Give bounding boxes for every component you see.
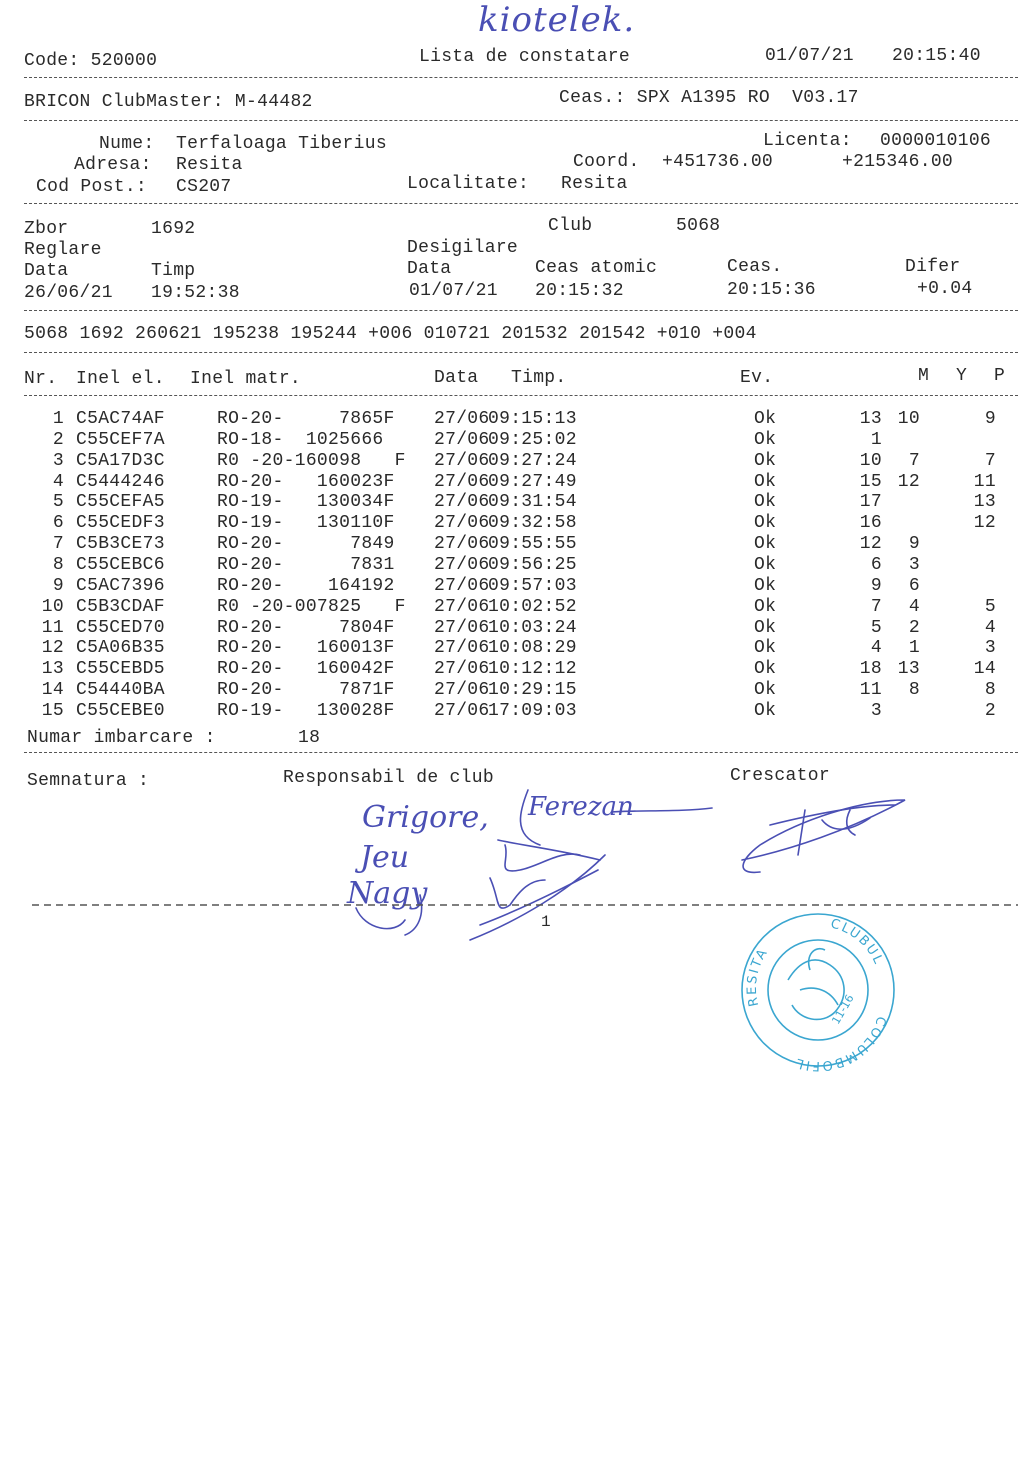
cell-nr: 14 — [41, 680, 64, 701]
page-number: 1 — [541, 913, 551, 931]
col-header-inel-matr: Inel matr. — [190, 369, 302, 389]
cell-ev: Ok — [754, 700, 777, 721]
device-info: BRICON ClubMaster: M-44482 — [24, 92, 313, 112]
cell-nr: 13 — [41, 659, 64, 680]
breeder-label: Crescator — [730, 766, 830, 786]
signature-label: Semnatura : — [27, 771, 150, 791]
cell-y: 8 — [908, 680, 920, 701]
cell-el: C5B3CE73 — [76, 534, 165, 555]
svg-text:11-16: 11-16 — [829, 992, 857, 1027]
col-header-nr: Nr. — [24, 369, 58, 389]
col-header-y: Y — [956, 366, 968, 386]
cell-el: C55CEDF3 — [76, 513, 165, 534]
reglare-time: 19:52:38 — [151, 283, 240, 303]
clock-info: Ceas.: SPX A1395 RO V03.17 — [559, 88, 859, 108]
cell-date: 27/06 — [434, 554, 490, 575]
club-stamp — [742, 914, 894, 1066]
divider — [24, 77, 1018, 78]
zbor-value: 1692 — [151, 219, 196, 239]
cell-ev: Ok — [754, 680, 777, 701]
cell-ev: Ok — [754, 429, 777, 450]
cell-el: C54440BA — [76, 680, 165, 701]
cell-nr: 2 — [52, 429, 64, 450]
coord-label: Coord. — [573, 152, 640, 172]
cell-date: 27/06 — [434, 534, 490, 555]
divider — [24, 395, 1018, 396]
cell-matr: RO-20- 7849 — [217, 534, 395, 555]
cell-time: 10:29:15 — [488, 680, 577, 701]
cell-el: C55CEFA5 — [76, 492, 165, 513]
svg-text:COLUMBOFIL: COLUMBOFIL — [792, 1014, 889, 1074]
cell-m: 15 — [859, 471, 882, 492]
cell-ev: Ok — [754, 617, 777, 638]
signature-jeu: Jeu — [360, 840, 410, 875]
cell-ev: Ok — [754, 638, 777, 659]
header-date: 01/07/21 — [765, 46, 854, 66]
divider — [24, 352, 1018, 353]
cell-p: 4 — [984, 617, 996, 638]
cell-date: 27/06 — [434, 596, 490, 617]
cell-time: 10:03:24 — [488, 617, 577, 638]
cell-m: 10 — [859, 450, 882, 471]
cell-matr: RO-19- 130110F — [217, 513, 395, 534]
cell-time: 09:27:49 — [488, 471, 577, 492]
license-label: Licenta: — [763, 131, 852, 151]
cell-el: C5444246 — [76, 471, 165, 492]
cell-y: 6 — [908, 575, 920, 596]
cell-nr: 6 — [52, 513, 64, 534]
col-header-timp: Timp. — [511, 368, 567, 388]
locality-label: Localitate: — [407, 174, 530, 194]
club-value: 5068 — [676, 216, 721, 236]
cell-matr: RO-20- 160023F — [217, 471, 395, 492]
cell-matr: RO-20- 7871F — [217, 680, 395, 701]
cell-p: 2 — [984, 700, 996, 721]
cell-y: 4 — [908, 596, 920, 617]
cell-p: 14 — [973, 659, 996, 680]
license-value: 0000010106 — [880, 131, 992, 151]
col-header-p: P — [994, 366, 1006, 386]
cell-el: C55CEBD5 — [76, 659, 165, 680]
reglare-date: 26/06/21 — [24, 283, 113, 303]
divider — [24, 752, 1018, 753]
name-label: Nume: — [99, 134, 155, 154]
cell-el: C5AC74AF — [76, 409, 165, 429]
handwritten-note: kiotelek. — [478, 0, 636, 40]
cell-ev: Ok — [754, 596, 777, 617]
header-time: 20:15:40 — [892, 46, 981, 66]
cell-nr: 10 — [41, 596, 64, 617]
cell-date: 27/06 — [434, 409, 490, 429]
cell-date: 27/06 — [434, 700, 490, 721]
cell-p: 5 — [984, 596, 996, 617]
cell-time: 09:57:03 — [488, 575, 577, 596]
cell-matr: RO-20- 160013F — [217, 638, 395, 659]
reglare-timp-label: Timp — [151, 261, 196, 281]
zbor-label: Zbor — [24, 219, 69, 239]
cell-ev: Ok — [754, 534, 777, 555]
address-value: Resita — [176, 155, 243, 175]
cell-m: 5 — [870, 617, 882, 638]
cell-date: 27/06 — [434, 659, 490, 680]
cell-ev: Ok — [754, 492, 777, 513]
difer-label: Difer — [905, 257, 961, 277]
cell-y: 13 — [897, 659, 920, 680]
cell-m: 18 — [859, 659, 882, 680]
cell-ev: Ok — [754, 450, 777, 471]
cell-p: 13 — [973, 492, 996, 513]
cell-time: 10:08:29 — [488, 638, 577, 659]
cell-ev: Ok — [754, 409, 777, 429]
divider — [24, 120, 1018, 121]
difer-value: +0.04 — [917, 279, 973, 299]
divider — [24, 203, 1018, 204]
cell-ev: Ok — [754, 554, 777, 575]
cell-matr: RO-19- 130034F — [217, 492, 395, 513]
cell-m: 1 — [870, 429, 882, 450]
cell-el: C55CEF7A — [76, 429, 165, 450]
reglare-data-label: Data — [24, 261, 69, 281]
cell-date: 27/06 — [434, 471, 490, 492]
cell-el: C5A17D3C — [76, 450, 165, 471]
cell-m: 7 — [870, 596, 882, 617]
cell-matr: R0 -20-007825 F — [217, 596, 406, 617]
cell-nr: 9 — [52, 575, 64, 596]
cell-date: 27/06 — [434, 680, 490, 701]
desig-data-label: Data — [407, 259, 452, 279]
cell-m: 3 — [870, 700, 882, 721]
club-responsible-label: Responsabil de club — [283, 768, 494, 788]
cell-nr: 7 — [52, 534, 64, 555]
col-header-inel-el: Inel el. — [76, 369, 165, 389]
cell-time: 09:56:25 — [488, 554, 577, 575]
cell-time: 09:32:58 — [488, 513, 577, 534]
cell-m: 9 — [870, 575, 882, 596]
cell-date: 27/06 — [434, 638, 490, 659]
cell-ev: Ok — [754, 513, 777, 534]
cell-matr: RO-20- 7831 — [217, 554, 395, 575]
desig-date: 01/07/21 — [409, 281, 498, 301]
cell-m: 13 — [859, 409, 882, 429]
atomic-time: 20:15:32 — [535, 281, 624, 301]
col-header-m: M — [918, 366, 930, 386]
cell-nr: 1 — [52, 409, 64, 429]
cell-el: C5AC7396 — [76, 575, 165, 596]
svg-text:CLUBUL: CLUBUL — [828, 916, 887, 968]
cell-time: 10:12:12 — [488, 659, 577, 680]
cell-matr: RO-18- 1025666 — [217, 429, 384, 450]
cell-date: 27/06 — [434, 513, 490, 534]
signature-grigore: Grigore, — [362, 800, 489, 835]
cell-y: 2 — [908, 617, 920, 638]
cell-y: 3 — [908, 554, 920, 575]
cell-y: 1 — [908, 638, 920, 659]
reglare-label: Reglare — [24, 240, 102, 260]
cell-y: 7 — [908, 450, 920, 471]
ceas-time: 20:15:36 — [727, 280, 816, 300]
numar-imbarcare-value: 18 — [298, 728, 321, 748]
cell-date: 27/06 — [434, 492, 490, 513]
cell-ev: Ok — [754, 659, 777, 680]
numar-imbarcare-label: Numar imbarcare : — [27, 728, 216, 748]
cell-m: 16 — [859, 513, 882, 534]
cell-date: 27/06 — [434, 450, 490, 471]
cell-p: 3 — [984, 638, 996, 659]
cell-matr: R0 -20-160098 F — [217, 450, 406, 471]
cell-time: 17:09:03 — [488, 700, 577, 721]
ceas-label: Ceas. — [727, 257, 783, 277]
cell-date: 27/06 — [434, 575, 490, 596]
cell-m: 4 — [870, 638, 882, 659]
signature-ferezan: Ferezan — [528, 792, 634, 822]
cell-time: 09:31:54 — [488, 492, 577, 513]
cell-nr: 3 — [52, 450, 64, 471]
code-label: Code: 520000 — [24, 51, 158, 71]
signature-nagy: Nagy — [347, 876, 428, 911]
cell-matr: RO-20- 160042F — [217, 659, 395, 680]
coord-lat: +451736.00 — [662, 152, 774, 172]
cell-m: 12 — [859, 534, 882, 555]
cell-m: 6 — [870, 554, 882, 575]
cell-nr: 5 — [52, 492, 64, 513]
cell-matr: RO-19- 130028F — [217, 700, 395, 721]
coord-lon: +215346.00 — [842, 152, 954, 172]
cell-m: 11 — [859, 680, 882, 701]
cell-time: 09:25:02 — [488, 429, 577, 450]
cell-el: C5A06B35 — [76, 638, 165, 659]
desigilare-label: Desigilare — [407, 238, 519, 258]
cell-m: 17 — [859, 492, 882, 513]
cell-nr: 4 — [52, 471, 64, 492]
cell-p: 8 — [984, 680, 996, 701]
cell-el: C55CEBE0 — [76, 700, 165, 721]
cell-p: 11 — [973, 471, 996, 492]
cell-y: 9 — [908, 534, 920, 555]
cell-time: 09:27:24 — [488, 450, 577, 471]
locality-value: Resita — [561, 174, 628, 194]
cell-p: 7 — [984, 450, 996, 471]
col-header-data: Data — [434, 368, 479, 388]
cell-date: 27/06 — [434, 617, 490, 638]
document-title: Lista de constatare — [419, 47, 630, 67]
owner-name: Terfaloaga Tiberius — [176, 134, 387, 154]
cell-time: 09:15:13 — [488, 409, 577, 429]
cell-time: 09:55:55 — [488, 534, 577, 555]
cell-nr: 8 — [52, 554, 64, 575]
cell-y: 12 — [897, 471, 920, 492]
cell-ev: Ok — [754, 471, 777, 492]
divider — [24, 310, 1018, 311]
cell-matr: RO-20- 7865F — [217, 409, 395, 429]
cell-matr: RO-20- 164192 — [217, 575, 395, 596]
cell-date: 27/06 — [434, 429, 490, 450]
col-header-ev: Ev. — [740, 368, 774, 388]
atomic-clock-label: Ceas atomic — [535, 258, 658, 278]
cell-nr: 15 — [41, 700, 64, 721]
cell-nr: 12 — [41, 638, 64, 659]
cell-nr: 11 — [41, 617, 64, 638]
club-label: Club — [548, 216, 593, 236]
cell-el: C55CEBC6 — [76, 554, 165, 575]
cell-p: 9 — [984, 409, 996, 429]
cell-p: 12 — [973, 513, 996, 534]
cell-matr: RO-20- 7804F — [217, 617, 395, 638]
cell-el: C5B3CDAF — [76, 596, 165, 617]
cell-time: 10:02:52 — [488, 596, 577, 617]
postcode-label: Cod Post.: — [36, 177, 148, 197]
address-label: Adresa: — [74, 155, 152, 175]
cell-el: C55CED70 — [76, 617, 165, 638]
cell-ev: Ok — [754, 575, 777, 596]
code-line: 5068 1692 260621 195238 195244 +006 010721 201532 201542 +010 +004 — [24, 324, 757, 344]
cell-y: 10 — [897, 409, 920, 429]
postcode-value: CS207 — [176, 177, 232, 197]
svg-text:RESITA: RESITA — [744, 945, 772, 1008]
